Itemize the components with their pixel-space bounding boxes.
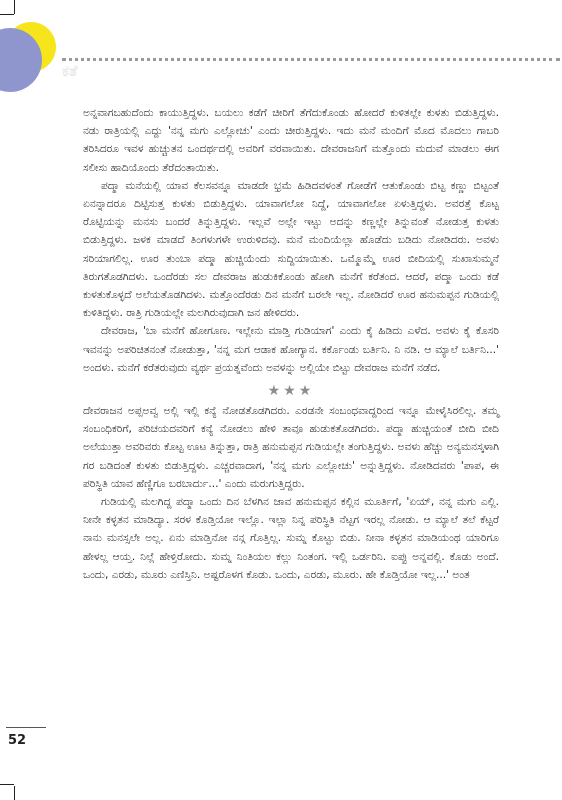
paragraph: ದೇವರಾಜ, 'ಬಾ ಮನೆಗೆ ಹೋಗೂಣ. ಇಲ್ಲೇನು ಮಾಡ್ತಿ ಗುಡಿಯಾಗ' ಎಂದು ಕೈ ಹಿಡಿದು ಎಳೆದ. ಅವಳು ಕೈ ಕೊಸರಿ ಇವನನ್ನು ಅಪರಿಚಿತನಂತೆ ನೋಡುತ್ತಾ, 'ನನ್ನ ಮಗ ಆಡಾಕ ಹೋಗ್ಯಾನ. ಕರ್ಕೊಂಡು ಬರ್ತಿನಿ. ನಿ ನಡಿ. ಆ ಮ್ಯಾಲೆ ಬರ್ತಿನಿ...' ಅಂದಳು. ಮನೆಗೆ ಕರೆತರುವುದು ವ್ಯರ್ಥ ಪ್ರಯತ್ನವೆಂದು ಅವಳನ್ನು ಅಲ್ಲಿಯೇ ಬಿಟ್ಟು ದೇವರಾಜ ಮನೆಗೆ ನಡೆದ. (83, 325, 499, 374)
section-label: ಕತೆ (62, 62, 78, 80)
crop-mark-top-vertical (14, 0, 15, 14)
crop-mark-bottom (0, 784, 14, 785)
dotted-header-rule (62, 58, 560, 61)
page-number: 52 (8, 733, 27, 748)
paragraph: ದೇವರಾಜನ ಅಪ್ಪಅವ್ವ ಅಲ್ಲಿ ಇಲ್ಲಿ ಕನ್ಯೆ ನೋಡತೊಡಗಿದರು. ಎರಡನೇ ಸಂಬಂಧವಾದ್ದರಿಂದ ಇನ್ನೂ ಮೇಳೈಸಿರಲಿಲ್ಲ. ತಮ್ಮ ಸಂಬಂಧಿಕರಿಗೆ, ಪರಿಚಯದವರಿಗೆ ಕನ್ಯೆ ನೋಡಲು ಹೇಳಿ ತಾವೂ ಹುಡುಕತೊಡಗಿದರು. ಪದ್ಮಾ ಹುಚ್ಚಿಯಂತೆ ಬೀದಿ ಬೀದಿ ಅಲೆಯುತ್ತಾ ಅವರಿವರು ಕೊಟ್ಟ ಊಟ ತಿನ್ನುತ್ತಾ, ರಾತ್ರಿ ಹನುಮಪ್ಪನ ಗುಡಿಯಲ್ಲೇ ತಂಗುತ್ತಿದ್ದಳು. ಅವಳು ಹೆಚ್ಚು ಅನ್ಯಮನಸ್ಕಳಾಗಿ ಗರ ಬಡಿದಂತೆ ಕುಳತು ಬಿಡುತ್ತಿದ್ದಳು. ಎಚ್ಚರವಾದಾಗ, 'ನನ್ನ ಮಗು ಎಲ್ಲೋಚು' ಅನ್ನುತ್ತಿದ್ದಳು. ನೋಡಿದವರು 'ಪಾಪ, ಈ ಪರಿಸ್ಥಿತಿ ಯಾವ ಹೆಣ್ಣಿಗೂ ಬರಬಾರ್ದು...' ಎಂದು ಮರುಗುತ್ತಿದ್ದರು. (83, 405, 499, 490)
paragraph: ಪದ್ಮಾ ಮನೆಯಲ್ಲಿ ಯಾವ ಕೆಲಸವನ್ನೂ ಮಾಡದೇ ಭ್ರಮೆ ಹಿಡಿದವಳಂತೆ ಗೋಡೆಗೆ ಆತುಕೊಂಡು ಬಿಟ್ಟ ಕಣ್ಣು ಬಿಟ್ಟಂತೆ ಏನನ್ನಾದರೂ ದಿಟ್ಟಿಸುತ್ತ ಕುಳತು ಬಿಡುತ್ತಿದ್ದಳು. ಯಾವಾಗಲೋ ನಿದ್ದೆ, ಯಾವಾಗಲೋ ಏಳುತ್ತಿದ್ದಳು. ಅವರತ್ತೆ ಕೊಟ್ಟ ರೊಟ್ಟಿಯನ್ನು ಮನಸು ಬಂದರೆ ತಿನ್ನುತ್ತಿದ್ದಳು. ಇಲ್ಲವೆ ಅಲ್ಲೇ ಇಟ್ಟು ಅದನ್ನು ಕಣ್ಣಲ್ಲೇ ತಿನ್ನುವಂತೆ ನೋಡುತ್ತ ಕುಳತು ಬಿಡುತ್ತಿದ್ದಳು. ಜಳಕ ಮಾಡದೆ ತಿಂಗಳುಗಳೇ ಉರುಳಿದವು. ಮನೆ ಮಂದಿಯೆಲ್ಲಾ ಹೊಡೆದು ಬಡಿದು ನೋಡಿದರು. ಅವಳು ಸರಿಯಾಗಲಿಲ್ಲ. ಊರ ತುಂಬಾ ಪದ್ಮಾ ಹುಚ್ಚಿಯೆಂದು ಸುದ್ದಿಯಾಯಿತು. ಒಮ್ಮೊಮ್ಮೆ ಊರ ಬೀದಿಯಲ್ಲಿ ಸುಖಾಸುಮ್ಮನೆ ತಿರುಗತೊಡಗಿದಳು. ಒಂದೆರಡು ಸಲ ದೇವರಾಜ ಹುಡುಕಿಕೊಂಡು ಹೋಗಿ ಮನೆಗೆ ಕರೆತಂದ. ಆದರೆ, ಪದ್ಮಾ ಒಂದು ಕಡೆ ಕುಳತುಕೊಳ್ಳದೆ ಅಲೆಯತೊಡಗಿದಳು. ಮತ್ತೊಂದೆರಡು ದಿನ ಮನೆಗೆ ಬರಲೇ ಇಲ್ಲ. ನೋಡಿದರೆ ಊರ ಹನುಮಪ್ಪನ ಗುಡಿಯಲ್ಲಿ ಕುಳಿತಿದ್ದಳು. ರಾತ್ರಿ ಗುಡಿಯಲ್ಲೇ ಮಲಗಿರುವುದಾಗಿ ಜನ ಹೇಳಿದರು. (83, 179, 499, 320)
crop-mark-bottom-vertical (14, 786, 15, 800)
crop-mark-top (0, 14, 14, 15)
section-separator-stars: ★★★ (267, 383, 315, 400)
paragraph: ಗುಡಿಯಲ್ಲಿ ಮಲಗಿದ್ದ ಪದ್ಮಾ ಒಂದು ದಿನ ಬೆಳಗಿನ ಜಾವ ಹನುಮಪ್ಪನ ಕಲ್ಲಿನ ಮೂರ್ತಿಗೆ, 'ಏಯ್, ನನ್ನ ಮಗು ಎಲ್ಲಿ. ನೀನೇ ಕಳ್ಳತನ ಮಾಡಿದ್ಯಾ. ಸರಳ ಕೊಡ್ತಿಯೋ ಇಲ್ಲೊ. ಇಲ್ಲಾ ನಿನ್ನ ಪರಿಸ್ಥಿತಿ ನೆಟ್ಟಗ ಇರಲ್ಲ ನೋಡು. ಆ ಮ್ಯಾಲೆ ತಲೆ ಕೆಟ್ಟರೆ ನಾನು ಮನಸ್ಸಲೇ ಅಲ್ಲ. ಏನು ಮಾಡ್ತಿನೋ ನನ್ಗ ಗೊತ್ತಿಲ್ಲ. ಸುಮ್ನ ಕೊಟ್ಟು ಬಿಡು. ನೀನಾ ಕಳ್ಳತನ ಮಾಡಿಯಂಥ ಯಾರಿಗೂ ಹೇಳಲ್ಲ ಆಯ್ತ. ನಿಲ್ಲೆ ಹೇಳ್ತಿರೋದು. ಸುಮ್ನ ನಿಂತಿಯಲ ಕಲ್ಲು ನಿಂತಂಗ. ಇಲ್ಲಿ ಒರ್ಡರಿನಿ. ಐಪ್ಪು ಅನ್ನವಲ್ಲಿ. ಕೊಡು ಅಂದೆ. ಒಂದು, ಎರಡು, ಮೂರು ಎಣಿಸ್ತಿನಿ. ಅಷ್ಟರೊಳಗ ಕೊಡು. ಒಂದು, ಎರಡು, ಮೂರು. ಹೇ ಕೊಡ್ತಿಯೋ ಇಲ್ಲ...' ಅಂತ (83, 496, 499, 581)
article-body (83, 104, 499, 584)
paragraph: ಅನ್ನವಾಗಬಹುದೆಂದು ಕಾಯುತ್ತಿದ್ದಳು. ಬಯಲು ಕಡೆಗೆ ಚೀರಿಗೆ ತೆಗೆದುಕೊಂಡು ಹೋದರೆ ಕುಳಿತಲ್ಲೇ ಕುಳತು ಬಿಡುತ್ತಿದ್ದಳು. ನಡು ರಾತ್ರಿಯಲ್ಲಿ ಎದ್ದು 'ನನ್ನ ಮಗು ಎಲ್ಲೋಚು' ಎಂದು ಚೀರುತ್ತಿದ್ದಳು. ಇದು ಮನೆ ಮಂದಿಗೆ ಮೊದ ಮೊದಲು ಗಾಬರಿ ತರಿಸಿದರೂ ಇವಳ ಹುಚ್ಚುತನ ಒಂದರ್ಥದಲ್ಲಿ ಅವರಿಗೆ ವರವಾಯಿತು. ದೇವರಾಜನಿಗೆ ಮತ್ತೊಂದು ಮದುವೆ ಮಾಡಲು ಈಗ ಸಲೀಸು ಹಾದಿಯೊಂದು ತೆರೆದಂತಾಯಿತು. (83, 107, 499, 174)
page-number-rule (6, 727, 46, 728)
